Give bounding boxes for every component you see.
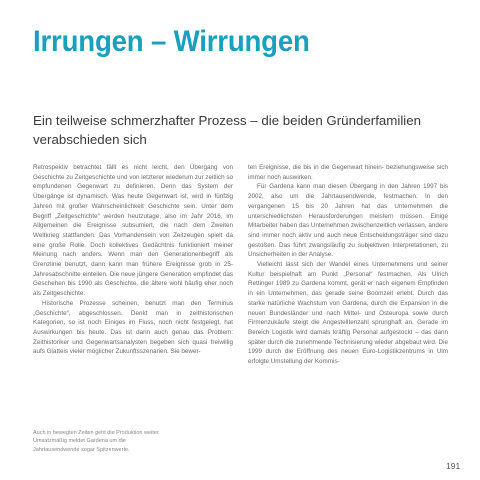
image-caption: Auch in bewegten Zeiten geht die Produktion weiter. Umsatzmäßig meldet Gardena um die Jahrtausendwende sogar Spitzenwerte.: [33, 430, 160, 453]
right-paragraph-2: Für Gardena kann man diesen Übergang in den Jahren 1997 bis 2002, also um die Jahrtausendwende, festmachen. In den vergangenen 15 bis 20 Jahren hat das Unternehmen die unterschiedlichsten Herausforderungen meistern müssen. Einige Mitarbeiter haben das Unternehmen zwischenzeitlich verlassen, andere sind immer noch aktiv und auch neue Entscheidungsträger sind dazu gestoßen. Das führt zwangsläufig zu subjektiven Interpretationen, zu Unsicherheiten in der Analyse.: [248, 183, 448, 259]
left-paragraph-2: Historische Prozesse scheinen, benutzt man den Terminus „Geschichte“, abgeschlossen. Denkt man in zeithistorischen Kategorien, so ist noch Einiges im Fluss, noch nicht festgelegt, hat Auswirkungen bis heute. Das ist dann auch genau das Problem: Zeithistoriker und Gegenwartsanalysten begeben sich quasi freiwillig aufs Glatteis vieler möglicher Zukunftsszenarien. Sie bewer-: [33, 299, 233, 356]
right-text-column: [248, 163, 448, 367]
page-title: Irrungen – Wirrungen: [33, 25, 310, 58]
page-subtitle: Ein teilweise schmerzhafter Prozess – die beiden Gründerfamilien verabschieden sich: [33, 113, 422, 147]
left-paragraph-1: Retrospektiv betrachtet fällt es nicht leicht, den Übergang von Geschichte zu Zeitgeschichte und von letzterer wiederum zur zeitlich so empfundenen Gegenwart zu definieren. Denn das System der Übergänge ist dynamisch. Was heute Gegenwart ist, wird in fünfzig Jahren mit großer Wahrscheinlichkeit Geschichte sein. Unter dem Begriff „Zeitgeschichte“ werden heutzutage, also im Jahr 2016, im Allgemeinen die Ereignisse subsumiert, die nach dem Zweiten Weltkrieg stattfanden. Das Vorhandensein von Zeitzeugen spielt da eine große Rolle. Doch kollektives Gedächtnis funktioniert meiner Meinung nach anders. Wenn man den Generationenbegriff als Grenzlinie benutzt, dann kann man frühere Ereignisse grob in 25-Jahresabschnitte einteilen. Die neue jüngere Generation empfindet das Geschehen bis 1990 als Geschichte, die ältere wohl häufig eher noch als Zeitgeschichte.: [33, 164, 233, 298]
right-paragraph-3: Vielleicht lässt sich der Wandel eines Unternehmens und seiner Kultur beispielhaft am Punkt „Personal“ festmachen. Als Ulrich Rettinger 1989 zu Gardena kommt, gerät er nach eigenem Empfinden in ein Unternehmen, das gerade seine Boomzeit erlebt. Durch das starke natürliche Wachstum von Gardena, durch die Expansion in die neuen Bundesländer und nach Mittel- und Osteuropa sowie durch Firmenzukäufe steigt die Angestelltenzahl sprunghaft an. Gerade im Bereich Logistik wird damals kräftig Personal aufgestockt – das dann später durch die zunehmende Technisierung wieder abgebaut wird. Die 1999 durch die Eröffnung des neuen Euro-Logistikzentrums in Ulm erfolgte Umstellung der Kommis-: [248, 261, 448, 366]
left-text-column: [33, 163, 233, 357]
page-number: 191: [446, 461, 461, 471]
right-paragraph-1: ten Ereignisse, die bis in die Gegenwart hinein- beziehungsweise sich immer noch auswirken.: [248, 164, 448, 181]
